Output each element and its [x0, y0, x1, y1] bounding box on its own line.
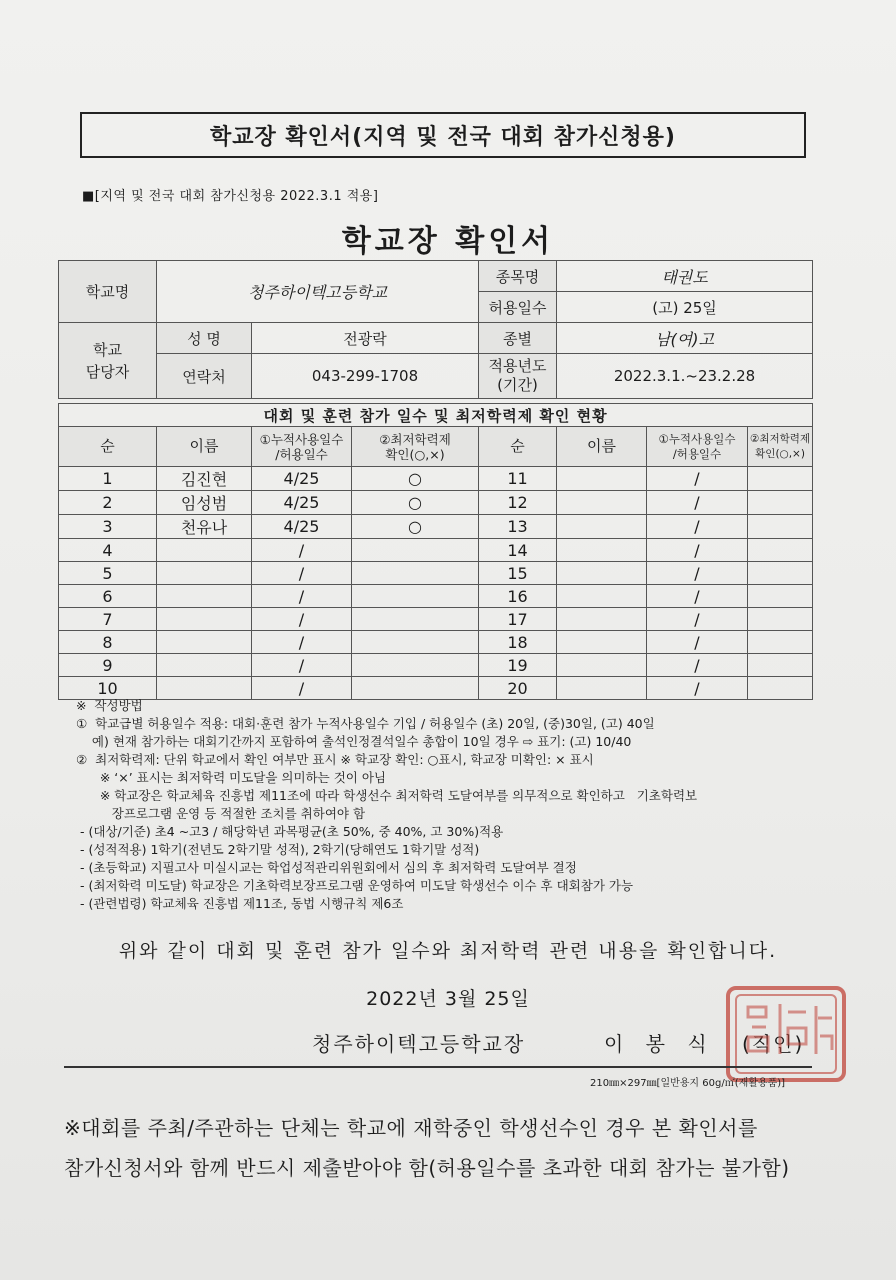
min-academic-check [748, 654, 813, 677]
participation-table [58, 403, 813, 700]
col-header-min: ②최저학력제 확인(○,×) [748, 427, 813, 467]
instruction-line: ② 최저학력제: 단위 학교에서 확인 여부만 표시 ※ 학교장 확인: ○표시, 학교장 미확인: × 표시 [76, 752, 594, 767]
min-academic-check [748, 467, 813, 491]
student-name [157, 654, 252, 677]
instructions [76, 697, 816, 913]
table-row [59, 608, 813, 631]
min-academic-check [352, 631, 479, 654]
used-days: / [647, 515, 748, 539]
warning-line: 참가신청서와 함께 반드시 제출받아야 함(허용일수를 초과한 대회 참가는 불가함) [64, 1156, 790, 1180]
student-name [557, 539, 647, 562]
allowed-days-value: (고) 25일 [557, 292, 813, 323]
used-days: 4/25 [252, 515, 352, 539]
paper-spec: 210㎜×297㎜[일반용지 60g/㎡(재활용품)] [590, 1078, 786, 1089]
instruction-line: 예) 현재 참가하는 대회기간까지 포함하여 출석인정결석일수 총합이 10일 경우 ⇨ 표기: (고) 10/40 [76, 734, 632, 749]
gender-label: 종별 [479, 323, 557, 354]
footer-divider [64, 1066, 812, 1068]
used-days: / [252, 608, 352, 631]
student-name: 임성범 [157, 491, 252, 515]
issue-date: 2022년 3월 25일 [366, 988, 530, 1010]
min-academic-check [352, 654, 479, 677]
instruction-line: - (최저학력 미도달) 학교장은 기초학력보장프로그램 운영하여 미도달 학생선수 이수 후 대회참가 가능 [76, 878, 634, 893]
student-name [557, 491, 647, 515]
row-number: 8 [59, 631, 157, 654]
table-row [59, 467, 813, 491]
instruction-line: ※ 학교장은 학교체육 진흥법 제11조에 따라 학생선수 최저학력 도달여부를 의무적으로 확인하고 기초학력보 [76, 788, 698, 803]
table-caption: 대회 및 훈련 참가 일수 및 최저학력제 확인 현황 [59, 404, 813, 427]
document-header-box [80, 112, 806, 158]
used-days: / [647, 677, 748, 700]
col-header-min: ②최저학력제 확인(○,×) [352, 427, 479, 467]
col-header-name: 이름 [557, 427, 647, 467]
min-academic-check [748, 539, 813, 562]
min-academic-check [748, 491, 813, 515]
used-days: / [252, 562, 352, 585]
used-days: / [647, 562, 748, 585]
min-academic-check [352, 562, 479, 585]
instruction-line: - (성적적용) 1학기(전년도 2학기말 성적), 2학기(당해연도 1학기말 성적) [76, 842, 480, 857]
table-row [59, 491, 813, 515]
student-name [557, 631, 647, 654]
gender-value: 남(여)고 [557, 323, 813, 354]
row-number: 17 [479, 608, 557, 631]
min-academic-check: ○ [352, 515, 479, 539]
used-days: / [647, 585, 748, 608]
instruction-line: - (초등학교) 지필고사 미실시교는 학업성적관리위원회에서 심의 후 최저학력 도달여부 결정 [76, 860, 577, 875]
used-days: / [252, 654, 352, 677]
row-number: 4 [59, 539, 157, 562]
min-academic-check [748, 608, 813, 631]
instruction-line: ① 학교급별 허용일수 적용: 대회·훈련 참가 누적사용일수 기입 / 허용일수 (초) 20일, (중)30일, (고) 40일 [76, 716, 655, 731]
used-days: / [252, 677, 352, 700]
table-row [59, 654, 813, 677]
used-days: 4/25 [252, 467, 352, 491]
used-days: / [647, 631, 748, 654]
school-name-label: 학교명 [59, 261, 157, 323]
row-number: 10 [59, 677, 157, 700]
signer-name: 이 봉 식 [604, 1032, 715, 1056]
row-number: 15 [479, 562, 557, 585]
min-academic-check [748, 515, 813, 539]
period-label: 적용년도 (기간) [479, 354, 557, 399]
student-name [157, 585, 252, 608]
instruction-line: ※ ‘×’ 표시는 최저학력 미도달을 의미하는 것이 아님 [76, 770, 386, 785]
used-days: / [647, 491, 748, 515]
min-academic-check: ○ [352, 467, 479, 491]
col-header-no: 순 [479, 427, 557, 467]
student-name [557, 467, 647, 491]
period-value: 2022.3.1.~23.2.28 [557, 354, 813, 399]
manager-label: 학교 담당자 [59, 323, 157, 399]
used-days: / [647, 539, 748, 562]
row-number: 1 [59, 467, 157, 491]
col-header-name: 이름 [157, 427, 252, 467]
school-info-table [58, 260, 813, 399]
student-name: 김진현 [157, 467, 252, 491]
col-header-days: ①누적사용일수 /허용일수 [647, 427, 748, 467]
row-number: 6 [59, 585, 157, 608]
min-academic-check: ○ [352, 491, 479, 515]
row-number: 20 [479, 677, 557, 700]
used-days: / [252, 585, 352, 608]
allowed-days-label: 허용일수 [479, 292, 557, 323]
min-academic-check [352, 585, 479, 608]
instructions-heading: ※ 작성방법 [76, 698, 143, 713]
used-days: / [252, 539, 352, 562]
student-name [157, 562, 252, 585]
student-name [157, 631, 252, 654]
min-academic-check [748, 631, 813, 654]
event-value: 태권도 [557, 261, 813, 292]
school-name-value: 청주하이텍고등학교 [157, 261, 479, 323]
min-academic-check [748, 585, 813, 608]
row-number: 5 [59, 562, 157, 585]
manager-name-value: 전광락 [252, 323, 479, 354]
signer-title: 청주하이텍고등학교장 [312, 1032, 526, 1056]
confirmation-statement: 위와 같이 대회 및 훈련 참가 일수와 최저학력 관련 내용을 확인합니다. [118, 940, 778, 962]
table-row [59, 562, 813, 585]
used-days: / [647, 654, 748, 677]
col-header-no: 순 [59, 427, 157, 467]
table-row [59, 631, 813, 654]
row-number: 19 [479, 654, 557, 677]
used-days: / [647, 467, 748, 491]
min-academic-check [352, 539, 479, 562]
student-name [557, 515, 647, 539]
row-number: 12 [479, 491, 557, 515]
contact-label: 연락처 [157, 354, 252, 399]
used-days: 4/25 [252, 491, 352, 515]
student-name [157, 608, 252, 631]
row-number: 2 [59, 491, 157, 515]
row-number: 14 [479, 539, 557, 562]
participation-rows [59, 467, 813, 700]
row-number: 16 [479, 585, 557, 608]
row-number: 3 [59, 515, 157, 539]
student-name [557, 585, 647, 608]
instruction-line: - (대상/기준) 초4 ~고3 / 해당학년 과목평균(초 50%, 중 40%, 고 30%)적용 [76, 824, 504, 839]
row-number: 13 [479, 515, 557, 539]
table-row [59, 539, 813, 562]
student-name [157, 539, 252, 562]
official-seal-icon [718, 982, 854, 1086]
min-academic-check [748, 562, 813, 585]
instruction-line: - (관련법령) 학교체육 진흥법 제11조, 동법 시행규칙 제6조 [76, 896, 404, 911]
table-row [59, 515, 813, 539]
manager-name-label: 성 명 [157, 323, 252, 354]
warning-line: ※대회를 주최/주관하는 단체는 학교에 재학중인 학생선수인 경우 본 확인서를 [64, 1116, 758, 1140]
official-seal-label: (직인) [742, 1032, 805, 1056]
event-label: 종목명 [479, 261, 557, 292]
row-number: 11 [479, 467, 557, 491]
document-header-title: 학교장 확인서(지역 및 전국 대회 참가신청용) [210, 124, 676, 150]
col-header-days: ①누적사용일수 /허용일수 [252, 427, 352, 467]
instruction-line: 장프로그램 운영 등 적절한 조치를 취하여야 함 [76, 806, 366, 821]
form-version-label: ■[지역 및 전국 대회 참가신청용 2022.3.1 적용] [82, 189, 379, 204]
row-number: 9 [59, 654, 157, 677]
table-row [59, 585, 813, 608]
student-name [557, 562, 647, 585]
contact-value: 043-299-1708 [252, 354, 479, 399]
row-number: 18 [479, 631, 557, 654]
submission-warning [64, 1108, 844, 1188]
page-title: 학교장 확인서 [341, 224, 555, 259]
used-days: / [647, 608, 748, 631]
used-days: / [252, 631, 352, 654]
student-name [557, 654, 647, 677]
row-number: 7 [59, 608, 157, 631]
student-name: 천유나 [157, 515, 252, 539]
min-academic-check [352, 608, 479, 631]
student-name [557, 608, 647, 631]
